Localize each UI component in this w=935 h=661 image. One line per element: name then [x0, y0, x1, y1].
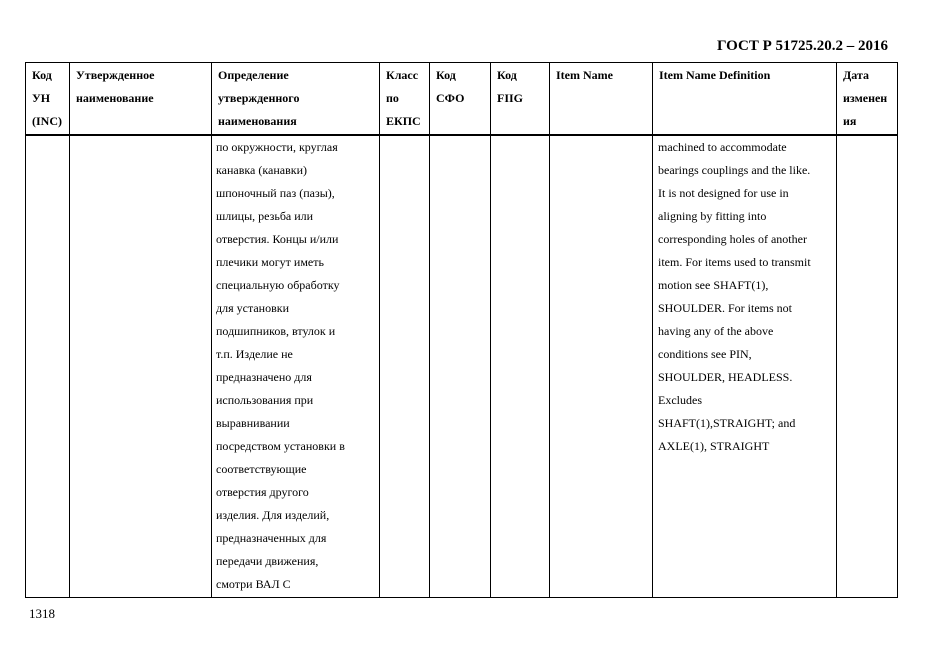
definition-ru-text: [212, 136, 379, 596]
definition-en-line: machined to accommodate: [658, 139, 787, 154]
definition-en-line: AXLE(1), STRAIGHT: [658, 438, 770, 453]
definition-ru-line: предназначено для: [216, 369, 312, 384]
definition-en-line: motion see SHAFT(1),: [658, 277, 769, 292]
definition-ru-line: отверстия другого: [216, 484, 309, 499]
col-header-definition-ru: Определение утвержденного наименования: [212, 63, 380, 135]
col-header-sfo-code: Код СФО: [430, 63, 491, 135]
cell-sfo-code: [430, 135, 491, 598]
page-number: 1318: [29, 606, 55, 621]
cell-item-name: [550, 135, 653, 598]
cell-approved-name: [70, 135, 212, 598]
definition-ru-line: для установки: [216, 300, 289, 315]
definition-ru-line: изделия. Для изделий,: [216, 507, 330, 522]
col-header-item-name-definition: Item Name Definition: [653, 63, 837, 135]
definition-ru-line: плечики могут иметь: [216, 254, 324, 269]
definition-ru-line: соответствующие: [216, 461, 307, 476]
definition-en-line: having any of the above: [658, 323, 774, 338]
cell-ekps-class: [380, 135, 430, 598]
col-header-approved-name: Утвержденное наименование: [70, 63, 212, 135]
cell-change-date: [837, 135, 898, 598]
definition-ru-line: передачи движения,: [216, 553, 319, 568]
definition-en-line: SHOULDER, HEADLESS.: [658, 369, 793, 384]
col-header-item-name: Item Name: [550, 63, 653, 135]
col-header-inc: Код УН (INC): [26, 63, 70, 135]
definition-ru-line: по окружности, круглая: [216, 139, 338, 154]
definition-en-line: item. For items used to transmit: [658, 254, 811, 269]
definition-en-line: SHAFT(1),STRAIGHT; and: [658, 415, 796, 430]
definition-en-line: aligning by fitting into: [658, 208, 767, 223]
definition-en-line: bearings couplings and the like.: [658, 162, 811, 177]
definition-ru-line: предназначенных для: [216, 530, 327, 545]
definition-ru-line: шпоночный паз (пазы),: [216, 185, 335, 200]
definition-ru-line: выравнивании: [216, 415, 290, 430]
definition-ru-line: специальную обработку: [216, 277, 340, 292]
definition-en-line: corresponding holes of another: [658, 231, 807, 246]
col-header-fiig-code: Код FIIG: [491, 63, 550, 135]
col-header-ekps-class: Класс по ЕКПС: [380, 63, 430, 135]
table-row: [26, 135, 898, 598]
definition-ru-line: посредством установки в: [216, 438, 345, 453]
definition-ru-line: использования при: [216, 392, 314, 407]
catalog-table: [25, 62, 898, 598]
cell-inc: [26, 135, 70, 598]
document-code: ГОСТ Р 51725.20.2 – 2016: [716, 38, 888, 54]
cell-definition-ru: [212, 135, 380, 598]
definition-ru-line: т.п. Изделие не: [216, 346, 293, 361]
header-row: [26, 63, 898, 135]
definition-ru-line: отверстия. Концы и/или: [216, 231, 339, 246]
definition-en-line: It is not designed for use in: [658, 185, 789, 200]
definition-ru-line: канавка (канавки): [216, 162, 307, 177]
definition-en-line: SHOULDER. For items not: [658, 300, 793, 315]
cell-fiig-code: [491, 135, 550, 598]
definition-en-line: Excludes: [658, 392, 702, 407]
definition-en-text: [653, 136, 836, 458]
cell-item-name-definition: [653, 135, 837, 598]
definition-en-line: conditions see PIN,: [658, 346, 752, 361]
definition-ru-line: смотри ВАЛ С: [216, 576, 291, 591]
definition-ru-line: шлицы, резьба или: [216, 208, 314, 223]
definition-ru-line: подшипников, втулок и: [216, 323, 336, 338]
col-header-change-date: Дата изменен ия: [837, 63, 898, 135]
